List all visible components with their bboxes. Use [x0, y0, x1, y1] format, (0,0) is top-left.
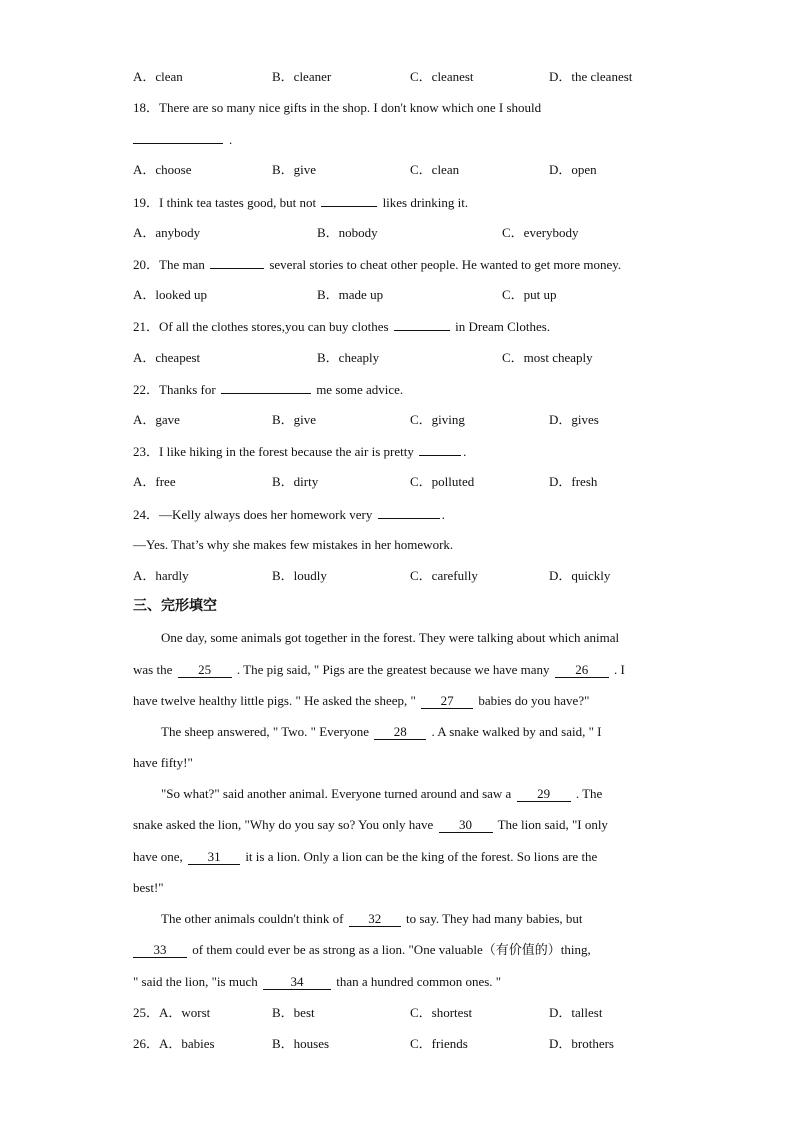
q19-option-b: B．nobody: [317, 225, 378, 240]
q21-stem: [133, 317, 673, 336]
q24-text-before: 24．—Kelly always does her homework very: [133, 507, 373, 522]
passage-text: " said the lion, "is much: [133, 974, 258, 989]
passage-text: babies do you have?": [478, 693, 590, 708]
q23-option-c: C．polluted: [410, 474, 475, 489]
q18-option-a: A．choose: [133, 162, 192, 177]
q18-blank: [133, 130, 223, 144]
q20-option-c: C．put up: [502, 287, 557, 302]
q26-option-d: D．brothers: [549, 1036, 614, 1051]
q25-option-a: 25．A．worst: [133, 1005, 211, 1020]
section-title: 三、完形填空: [133, 598, 217, 614]
q18-option-b: B．give: [272, 162, 317, 177]
q22-stem: [133, 380, 673, 399]
q22-option-b: B．give: [272, 412, 317, 427]
passage-text: have one,: [133, 849, 183, 864]
q24-blank: [378, 505, 440, 519]
q22-option-d: D．gives: [549, 412, 599, 427]
q20-option-b: B．made up: [317, 287, 384, 302]
blank-25: 25: [178, 662, 232, 678]
q25-option-b: B．best: [272, 1005, 315, 1020]
q21-text-after: in Dream Clothes.: [455, 319, 551, 334]
q22-blank: [221, 380, 311, 394]
passage-line-1: One day, some animals got together in the forest. They were talking about which animal: [161, 630, 620, 645]
q24-text-after: .: [441, 507, 445, 522]
q18-stem: 18．There are so many nice gifts in the shop. I don't know which one I should: [133, 100, 542, 115]
q21-option-c: C．most cheaply: [502, 350, 593, 365]
q22-option-c: C．giving: [410, 412, 465, 427]
q24-option-b: B．loudly: [272, 568, 327, 583]
q23-blank: [419, 442, 461, 456]
passage-text: than a hundred common ones. ": [336, 974, 502, 989]
q21-option-a: A．cheapest: [133, 350, 201, 365]
q19-option-a: A．anybody: [133, 225, 201, 240]
blank-34: 34: [263, 974, 331, 990]
q17-option-b: B．cleaner: [272, 69, 332, 84]
q24-option-c: C．carefully: [410, 568, 478, 583]
passage-line-5: have fifty!": [133, 755, 193, 770]
passage-text: "So what?" said another animal. Everyone turned around and saw a: [161, 786, 512, 801]
passage-text: it is a lion. Only a lion can be the king of the forest. So lions are the: [245, 849, 598, 864]
passage-line-4: [161, 723, 701, 741]
passage-text: . The: [575, 786, 603, 801]
q23-text-before: 23．I like hiking in the forest because the air is pretty: [133, 444, 414, 459]
q18-option-d: D．open: [549, 162, 597, 177]
q22-text-before: 22．Thanks for: [133, 382, 216, 397]
blank-32: 32: [349, 911, 401, 927]
blank-28: 28: [374, 724, 426, 740]
q20-text-after: several stories to cheat other people. He wanted to get more money.: [269, 257, 622, 272]
q24-stem: [133, 505, 673, 524]
passage-line-11: [133, 941, 673, 959]
q22-option-a: A．gave: [133, 412, 180, 427]
q19-blank: [321, 193, 377, 207]
q19-text-before: 19．I think tea tastes good, but not: [133, 195, 317, 210]
passage-text: . I: [614, 662, 625, 677]
passage-text: to say. They had many babies, but: [406, 911, 583, 926]
blank-31: 31: [188, 849, 240, 865]
q25-option-c: C．shortest: [410, 1005, 473, 1020]
passage-text: snake asked the lion, "Why do you say so? You only have: [133, 817, 434, 832]
blank-29: 29: [517, 786, 571, 802]
q19-option-c: C．everybody: [502, 225, 579, 240]
passage-text: . A snake walked by and said, " I: [431, 724, 602, 739]
q26-option-a: 26．A．babies: [133, 1036, 215, 1051]
q18-end: .: [229, 132, 233, 147]
passage-text: was the: [133, 662, 173, 677]
q21-option-b: B．cheaply: [317, 350, 380, 365]
passage-line-9: best!": [133, 880, 164, 895]
q17-option-a: A．clean: [133, 69, 183, 84]
q17-option-d: D．the cleanest: [549, 69, 633, 84]
q23-stem: [133, 442, 673, 461]
q17-option-c: C．cleanest: [410, 69, 474, 84]
q18-answer-line: [133, 130, 673, 149]
passage-line-12: [133, 973, 673, 991]
q25-option-d: D．tallest: [549, 1005, 603, 1020]
blank-27: 27: [421, 693, 473, 709]
passage-text: have twelve healthy little pigs. " He asked the sheep, ": [133, 693, 416, 708]
q23-option-b: B．dirty: [272, 474, 319, 489]
blank-30: 30: [439, 817, 493, 833]
passage-line-10: [161, 910, 701, 928]
q24-option-a: A．hardly: [133, 568, 189, 583]
passage-line-3: [133, 692, 673, 710]
passage-line-2: [133, 661, 673, 679]
passage-line-6: [161, 785, 701, 803]
passage-text: The lion said, "I only: [497, 817, 608, 832]
passage-line-7: [133, 816, 673, 834]
passage-text: The other animals couldn't think of: [161, 911, 344, 926]
q21-text-before: 21．Of all the clothes stores,you can buy clothes: [133, 319, 389, 334]
q23-option-a: A．free: [133, 474, 176, 489]
passage-text: . The pig said, " Pigs are the greatest because we have many: [236, 662, 550, 677]
q19-text-after: likes drinking it.: [382, 195, 469, 210]
q20-blank: [210, 255, 264, 269]
q20-option-a: A．looked up: [133, 287, 208, 302]
blank-33: 33: [133, 942, 187, 958]
q18-option-c: C．clean: [410, 162, 460, 177]
q23-text-after: .: [463, 444, 467, 459]
q22-text-after: me some advice.: [316, 382, 404, 397]
q24-reply: —Yes. That’s why she makes few mistakes in her homework.: [133, 537, 454, 552]
passage-text: of them could ever be as strong as a lion. "One valuable（有价值的）thing,: [192, 942, 591, 957]
q26-option-b: B．houses: [272, 1036, 330, 1051]
blank-26: 26: [555, 662, 609, 678]
q26-option-c: C．friends: [410, 1036, 468, 1051]
q20-text-before: 20．The man: [133, 257, 205, 272]
q23-option-d: D．fresh: [549, 474, 598, 489]
q19-stem: [133, 193, 673, 212]
q21-blank: [394, 317, 450, 331]
passage-text: The sheep answered, " Two. " Everyone: [161, 724, 370, 739]
q20-stem: [133, 255, 673, 274]
passage-line-8: [133, 848, 673, 866]
q24-option-d: D．quickly: [549, 568, 611, 583]
